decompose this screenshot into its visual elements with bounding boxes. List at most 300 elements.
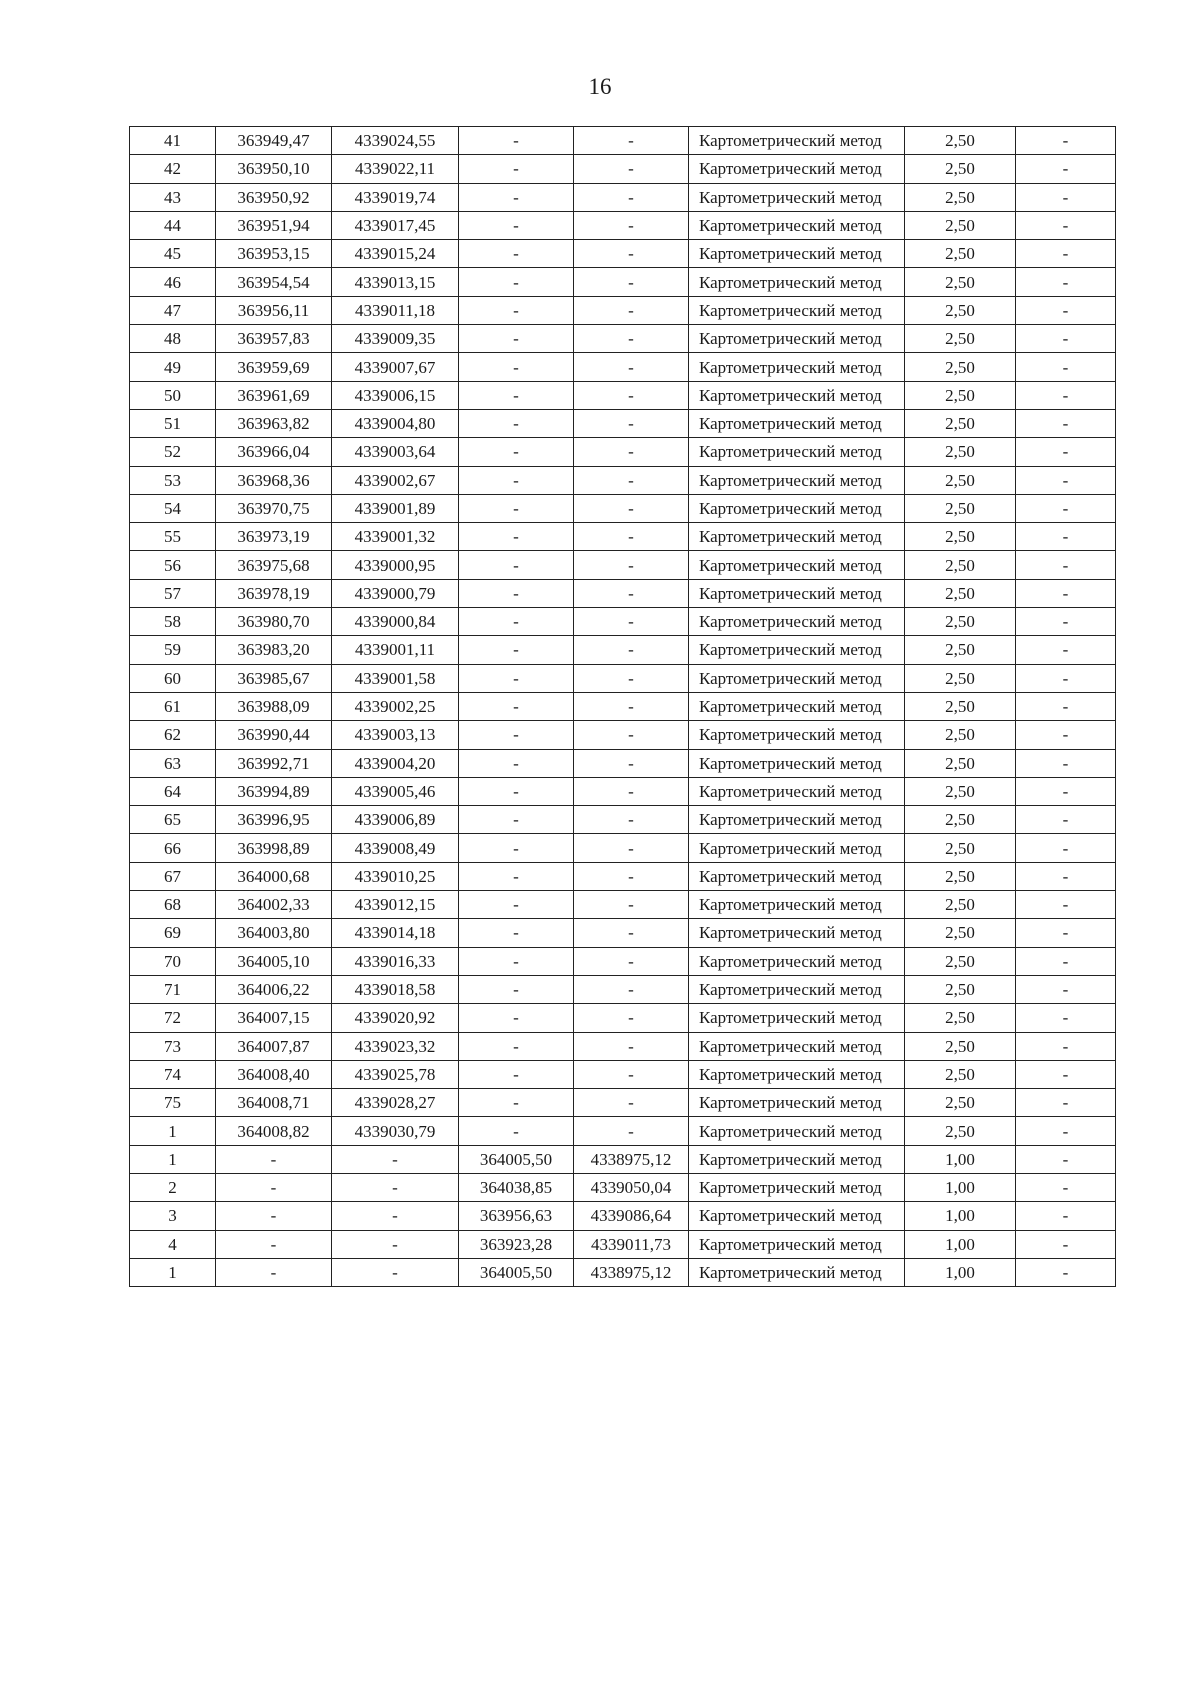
note-cell: - bbox=[1016, 494, 1116, 522]
note-cell: - bbox=[1016, 1060, 1116, 1088]
x-new-cell: - bbox=[459, 891, 574, 919]
note-cell: - bbox=[1016, 608, 1116, 636]
point-number-cell: 56 bbox=[130, 551, 216, 579]
y-new-cell: 4339086,64 bbox=[574, 1202, 689, 1230]
point-number-cell: 1 bbox=[130, 1117, 216, 1145]
y-existing-cell: 4339016,33 bbox=[332, 947, 459, 975]
table-row bbox=[130, 1230, 1116, 1258]
method-cell: Картометрический метод bbox=[689, 692, 905, 720]
x-new-cell: - bbox=[459, 1060, 574, 1088]
method-cell: Картометрический метод bbox=[689, 1004, 905, 1032]
y-new-cell: - bbox=[574, 183, 689, 211]
y-new-cell: - bbox=[574, 579, 689, 607]
point-number-cell: 62 bbox=[130, 721, 216, 749]
x-existing-cell: 363973,19 bbox=[216, 523, 332, 551]
y-existing-cell: 4339020,92 bbox=[332, 1004, 459, 1032]
table-row bbox=[130, 438, 1116, 466]
x-existing-cell: 363985,67 bbox=[216, 664, 332, 692]
x-new-cell: - bbox=[459, 523, 574, 551]
method-cell: Картометрический метод bbox=[689, 721, 905, 749]
x-existing-cell: 363988,09 bbox=[216, 692, 332, 720]
x-new-cell: 364038,85 bbox=[459, 1173, 574, 1201]
accuracy-cell: 2,50 bbox=[905, 1117, 1016, 1145]
point-number-cell: 61 bbox=[130, 692, 216, 720]
note-cell: - bbox=[1016, 1258, 1116, 1286]
method-cell: Картометрический метод bbox=[689, 975, 905, 1003]
x-existing-cell: 364008,40 bbox=[216, 1060, 332, 1088]
y-new-cell: - bbox=[574, 353, 689, 381]
point-number-cell: 55 bbox=[130, 523, 216, 551]
accuracy-cell: 2,50 bbox=[905, 636, 1016, 664]
note-cell: - bbox=[1016, 353, 1116, 381]
accuracy-cell: 2,50 bbox=[905, 494, 1016, 522]
point-number-cell: 64 bbox=[130, 777, 216, 805]
table-row bbox=[130, 268, 1116, 296]
table-row bbox=[130, 636, 1116, 664]
accuracy-cell: 1,00 bbox=[905, 1173, 1016, 1201]
method-cell: Картометрический метод bbox=[689, 1173, 905, 1201]
y-existing-cell: - bbox=[332, 1173, 459, 1201]
note-cell: - bbox=[1016, 1173, 1116, 1201]
accuracy-cell: 2,50 bbox=[905, 523, 1016, 551]
table-row bbox=[130, 240, 1116, 268]
method-cell: Картометрический метод bbox=[689, 494, 905, 522]
x-new-cell: - bbox=[459, 268, 574, 296]
table-row bbox=[130, 806, 1116, 834]
note-cell: - bbox=[1016, 636, 1116, 664]
method-cell: Картометрический метод bbox=[689, 127, 905, 155]
y-new-cell: - bbox=[574, 1060, 689, 1088]
y-existing-cell: 4339025,78 bbox=[332, 1060, 459, 1088]
x-new-cell: - bbox=[459, 127, 574, 155]
x-existing-cell: 364005,10 bbox=[216, 947, 332, 975]
table-row bbox=[130, 296, 1116, 324]
x-existing-cell: 363959,69 bbox=[216, 353, 332, 381]
x-existing-cell: 363970,75 bbox=[216, 494, 332, 522]
x-new-cell: - bbox=[459, 240, 574, 268]
x-new-cell: - bbox=[459, 692, 574, 720]
y-existing-cell: 4339012,15 bbox=[332, 891, 459, 919]
table-row bbox=[130, 1117, 1116, 1145]
table-row bbox=[130, 749, 1116, 777]
table-row bbox=[130, 1004, 1116, 1032]
method-cell: Картометрический метод bbox=[689, 1145, 905, 1173]
y-new-cell: - bbox=[574, 1032, 689, 1060]
point-number-cell: 50 bbox=[130, 381, 216, 409]
point-number-cell: 45 bbox=[130, 240, 216, 268]
table-row bbox=[130, 891, 1116, 919]
y-new-cell: - bbox=[574, 919, 689, 947]
x-existing-cell: 363963,82 bbox=[216, 409, 332, 437]
x-existing-cell: 363950,92 bbox=[216, 183, 332, 211]
accuracy-cell: 2,50 bbox=[905, 862, 1016, 890]
y-existing-cell: 4339023,32 bbox=[332, 1032, 459, 1060]
accuracy-cell: 2,50 bbox=[905, 806, 1016, 834]
y-new-cell: - bbox=[574, 975, 689, 1003]
y-new-cell: - bbox=[574, 834, 689, 862]
method-cell: Картометрический метод bbox=[689, 155, 905, 183]
accuracy-cell: 2,50 bbox=[905, 891, 1016, 919]
x-existing-cell: 363994,89 bbox=[216, 777, 332, 805]
x-existing-cell: - bbox=[216, 1202, 332, 1230]
point-number-cell: 49 bbox=[130, 353, 216, 381]
point-number-cell: 54 bbox=[130, 494, 216, 522]
table-row bbox=[130, 409, 1116, 437]
method-cell: Картометрический метод bbox=[689, 211, 905, 239]
x-existing-cell: - bbox=[216, 1258, 332, 1286]
accuracy-cell: 2,50 bbox=[905, 834, 1016, 862]
y-new-cell: - bbox=[574, 381, 689, 409]
method-cell: Картометрический метод bbox=[689, 862, 905, 890]
method-cell: Картометрический метод bbox=[689, 1258, 905, 1286]
table-row bbox=[130, 834, 1116, 862]
y-new-cell: - bbox=[574, 240, 689, 268]
accuracy-cell: 2,50 bbox=[905, 947, 1016, 975]
x-existing-cell: 363950,10 bbox=[216, 155, 332, 183]
note-cell: - bbox=[1016, 551, 1116, 579]
accuracy-cell: 2,50 bbox=[905, 183, 1016, 211]
y-existing-cell: 4339018,58 bbox=[332, 975, 459, 1003]
y-existing-cell: 4339028,27 bbox=[332, 1089, 459, 1117]
note-cell: - bbox=[1016, 183, 1116, 211]
note-cell: - bbox=[1016, 240, 1116, 268]
x-existing-cell: 363957,83 bbox=[216, 325, 332, 353]
table-row bbox=[130, 466, 1116, 494]
x-existing-cell: 363978,19 bbox=[216, 579, 332, 607]
table-row bbox=[130, 1145, 1116, 1173]
y-new-cell: - bbox=[574, 749, 689, 777]
x-existing-cell: 364007,15 bbox=[216, 1004, 332, 1032]
table-row bbox=[130, 579, 1116, 607]
method-cell: Картометрический метод bbox=[689, 466, 905, 494]
x-new-cell: - bbox=[459, 183, 574, 211]
note-cell: - bbox=[1016, 268, 1116, 296]
note-cell: - bbox=[1016, 749, 1116, 777]
table-row bbox=[130, 777, 1116, 805]
table-row bbox=[130, 127, 1116, 155]
y-existing-cell: 4339004,80 bbox=[332, 409, 459, 437]
y-new-cell: - bbox=[574, 523, 689, 551]
point-number-cell: 42 bbox=[130, 155, 216, 183]
y-existing-cell: - bbox=[332, 1145, 459, 1173]
x-existing-cell: 364008,71 bbox=[216, 1089, 332, 1117]
note-cell: - bbox=[1016, 1004, 1116, 1032]
method-cell: Картометрический метод bbox=[689, 891, 905, 919]
x-new-cell: - bbox=[459, 353, 574, 381]
accuracy-cell: 2,50 bbox=[905, 721, 1016, 749]
x-existing-cell: 363953,15 bbox=[216, 240, 332, 268]
note-cell: - bbox=[1016, 947, 1116, 975]
point-number-cell: 2 bbox=[130, 1173, 216, 1201]
point-number-cell: 47 bbox=[130, 296, 216, 324]
x-new-cell: - bbox=[459, 1004, 574, 1032]
point-number-cell: 67 bbox=[130, 862, 216, 890]
table-row bbox=[130, 523, 1116, 551]
table-row bbox=[130, 1032, 1116, 1060]
point-number-cell: 46 bbox=[130, 268, 216, 296]
x-existing-cell: 364008,82 bbox=[216, 1117, 332, 1145]
x-new-cell: - bbox=[459, 1032, 574, 1060]
y-new-cell: - bbox=[574, 268, 689, 296]
y-existing-cell: 4339001,11 bbox=[332, 636, 459, 664]
y-new-cell: - bbox=[574, 947, 689, 975]
point-number-cell: 57 bbox=[130, 579, 216, 607]
y-existing-cell: 4339011,18 bbox=[332, 296, 459, 324]
table-row bbox=[130, 211, 1116, 239]
table-row bbox=[130, 608, 1116, 636]
note-cell: - bbox=[1016, 523, 1116, 551]
x-existing-cell: 363951,94 bbox=[216, 211, 332, 239]
accuracy-cell: 2,50 bbox=[905, 409, 1016, 437]
x-existing-cell: 364003,80 bbox=[216, 919, 332, 947]
y-existing-cell: 4339002,25 bbox=[332, 692, 459, 720]
x-new-cell: 364005,50 bbox=[459, 1145, 574, 1173]
y-existing-cell: 4339003,13 bbox=[332, 721, 459, 749]
y-new-cell: - bbox=[574, 636, 689, 664]
point-number-cell: 68 bbox=[130, 891, 216, 919]
y-new-cell: - bbox=[574, 494, 689, 522]
x-new-cell: - bbox=[459, 1089, 574, 1117]
x-new-cell: - bbox=[459, 579, 574, 607]
accuracy-cell: 1,00 bbox=[905, 1145, 1016, 1173]
x-new-cell: - bbox=[459, 664, 574, 692]
accuracy-cell: 2,50 bbox=[905, 268, 1016, 296]
note-cell: - bbox=[1016, 834, 1116, 862]
table-row bbox=[130, 155, 1116, 183]
y-new-cell: - bbox=[574, 155, 689, 183]
method-cell: Картометрический метод bbox=[689, 777, 905, 805]
table-row bbox=[130, 862, 1116, 890]
table-row bbox=[130, 381, 1116, 409]
method-cell: Картометрический метод bbox=[689, 409, 905, 437]
x-new-cell: - bbox=[459, 296, 574, 324]
table-row bbox=[130, 551, 1116, 579]
point-number-cell: 74 bbox=[130, 1060, 216, 1088]
y-existing-cell: 4339015,24 bbox=[332, 240, 459, 268]
accuracy-cell: 1,00 bbox=[905, 1202, 1016, 1230]
method-cell: Картометрический метод bbox=[689, 947, 905, 975]
y-new-cell: - bbox=[574, 211, 689, 239]
accuracy-cell: 2,50 bbox=[905, 777, 1016, 805]
accuracy-cell: 2,50 bbox=[905, 438, 1016, 466]
method-cell: Картометрический метод bbox=[689, 608, 905, 636]
x-new-cell: 363956,63 bbox=[459, 1202, 574, 1230]
x-existing-cell: - bbox=[216, 1145, 332, 1173]
x-new-cell: - bbox=[459, 749, 574, 777]
y-new-cell: 4339011,73 bbox=[574, 1230, 689, 1258]
method-cell: Картометрический метод bbox=[689, 523, 905, 551]
point-number-cell: 71 bbox=[130, 975, 216, 1003]
point-number-cell: 66 bbox=[130, 834, 216, 862]
note-cell: - bbox=[1016, 919, 1116, 947]
table-row bbox=[130, 1202, 1116, 1230]
note-cell: - bbox=[1016, 806, 1116, 834]
y-new-cell: - bbox=[574, 438, 689, 466]
method-cell: Картометрический метод bbox=[689, 268, 905, 296]
note-cell: - bbox=[1016, 466, 1116, 494]
y-new-cell: 4338975,12 bbox=[574, 1145, 689, 1173]
x-new-cell: - bbox=[459, 636, 574, 664]
note-cell: - bbox=[1016, 975, 1116, 1003]
y-new-cell: - bbox=[574, 127, 689, 155]
method-cell: Картометрический метод bbox=[689, 1117, 905, 1145]
table-row bbox=[130, 494, 1116, 522]
x-existing-cell: 363956,11 bbox=[216, 296, 332, 324]
y-new-cell: - bbox=[574, 721, 689, 749]
method-cell: Картометрический метод bbox=[689, 1230, 905, 1258]
point-number-cell: 58 bbox=[130, 608, 216, 636]
note-cell: - bbox=[1016, 664, 1116, 692]
y-new-cell: - bbox=[574, 692, 689, 720]
point-number-cell: 4 bbox=[130, 1230, 216, 1258]
method-cell: Картометрический метод bbox=[689, 183, 905, 211]
y-new-cell: - bbox=[574, 608, 689, 636]
note-cell: - bbox=[1016, 1089, 1116, 1117]
y-existing-cell: - bbox=[332, 1230, 459, 1258]
x-existing-cell: 364006,22 bbox=[216, 975, 332, 1003]
point-number-cell: 53 bbox=[130, 466, 216, 494]
x-new-cell: - bbox=[459, 608, 574, 636]
x-existing-cell: - bbox=[216, 1173, 332, 1201]
method-cell: Картометрический метод bbox=[689, 806, 905, 834]
point-number-cell: 43 bbox=[130, 183, 216, 211]
x-new-cell: - bbox=[459, 494, 574, 522]
point-number-cell: 41 bbox=[130, 127, 216, 155]
x-existing-cell: 364000,68 bbox=[216, 862, 332, 890]
method-cell: Картометрический метод bbox=[689, 749, 905, 777]
y-new-cell: - bbox=[574, 1117, 689, 1145]
y-existing-cell: 4339013,15 bbox=[332, 268, 459, 296]
accuracy-cell: 2,50 bbox=[905, 155, 1016, 183]
x-existing-cell: 363998,89 bbox=[216, 834, 332, 862]
method-cell: Картометрический метод bbox=[689, 438, 905, 466]
accuracy-cell: 2,50 bbox=[905, 325, 1016, 353]
x-existing-cell: 363966,04 bbox=[216, 438, 332, 466]
method-cell: Картометрический метод bbox=[689, 1089, 905, 1117]
table-row bbox=[130, 353, 1116, 381]
x-new-cell: - bbox=[459, 325, 574, 353]
y-existing-cell: 4339014,18 bbox=[332, 919, 459, 947]
y-new-cell: - bbox=[574, 1089, 689, 1117]
method-cell: Картометрический метод bbox=[689, 919, 905, 947]
coordinates-table bbox=[129, 126, 1116, 1287]
y-existing-cell: 4339010,25 bbox=[332, 862, 459, 890]
x-new-cell: - bbox=[459, 551, 574, 579]
y-new-cell: - bbox=[574, 777, 689, 805]
y-new-cell: - bbox=[574, 891, 689, 919]
x-new-cell: 363923,28 bbox=[459, 1230, 574, 1258]
y-existing-cell: 4339000,79 bbox=[332, 579, 459, 607]
x-new-cell: - bbox=[459, 211, 574, 239]
x-existing-cell: 363975,68 bbox=[216, 551, 332, 579]
y-existing-cell: 4339001,89 bbox=[332, 494, 459, 522]
table-row bbox=[130, 692, 1116, 720]
y-new-cell: - bbox=[574, 296, 689, 324]
x-new-cell: - bbox=[459, 947, 574, 975]
y-new-cell: - bbox=[574, 409, 689, 437]
x-existing-cell: - bbox=[216, 1230, 332, 1258]
point-number-cell: 73 bbox=[130, 1032, 216, 1060]
y-existing-cell: 4339003,64 bbox=[332, 438, 459, 466]
accuracy-cell: 2,50 bbox=[905, 579, 1016, 607]
point-number-cell: 63 bbox=[130, 749, 216, 777]
y-existing-cell: 4339017,45 bbox=[332, 211, 459, 239]
point-number-cell: 1 bbox=[130, 1258, 216, 1286]
method-cell: Картометрический метод bbox=[689, 240, 905, 268]
y-existing-cell: 4339022,11 bbox=[332, 155, 459, 183]
y-new-cell: - bbox=[574, 325, 689, 353]
x-new-cell: - bbox=[459, 777, 574, 805]
point-number-cell: 1 bbox=[130, 1145, 216, 1173]
x-new-cell: - bbox=[459, 1117, 574, 1145]
method-cell: Картометрический метод bbox=[689, 834, 905, 862]
y-existing-cell: 4339000,84 bbox=[332, 608, 459, 636]
accuracy-cell: 2,50 bbox=[905, 353, 1016, 381]
x-new-cell: - bbox=[459, 438, 574, 466]
y-existing-cell: 4339030,79 bbox=[332, 1117, 459, 1145]
note-cell: - bbox=[1016, 381, 1116, 409]
accuracy-cell: 2,50 bbox=[905, 975, 1016, 1003]
method-cell: Картометрический метод bbox=[689, 579, 905, 607]
x-existing-cell: 363996,95 bbox=[216, 806, 332, 834]
table-row bbox=[130, 721, 1116, 749]
accuracy-cell: 2,50 bbox=[905, 127, 1016, 155]
note-cell: - bbox=[1016, 1117, 1116, 1145]
note-cell: - bbox=[1016, 1202, 1116, 1230]
accuracy-cell: 2,50 bbox=[905, 296, 1016, 324]
x-new-cell: - bbox=[459, 155, 574, 183]
point-number-cell: 51 bbox=[130, 409, 216, 437]
x-existing-cell: 363980,70 bbox=[216, 608, 332, 636]
point-number-cell: 44 bbox=[130, 211, 216, 239]
x-existing-cell: 363961,69 bbox=[216, 381, 332, 409]
accuracy-cell: 2,50 bbox=[905, 608, 1016, 636]
point-number-cell: 52 bbox=[130, 438, 216, 466]
method-cell: Картометрический метод bbox=[689, 381, 905, 409]
note-cell: - bbox=[1016, 155, 1116, 183]
note-cell: - bbox=[1016, 1145, 1116, 1173]
method-cell: Картометрический метод bbox=[689, 325, 905, 353]
y-new-cell: 4339050,04 bbox=[574, 1173, 689, 1201]
accuracy-cell: 2,50 bbox=[905, 692, 1016, 720]
accuracy-cell: 2,50 bbox=[905, 466, 1016, 494]
y-existing-cell: 4339008,49 bbox=[332, 834, 459, 862]
note-cell: - bbox=[1016, 1230, 1116, 1258]
accuracy-cell: 2,50 bbox=[905, 1032, 1016, 1060]
table-row bbox=[130, 947, 1116, 975]
method-cell: Картометрический метод bbox=[689, 551, 905, 579]
point-number-cell: 72 bbox=[130, 1004, 216, 1032]
y-new-cell: - bbox=[574, 551, 689, 579]
accuracy-cell: 2,50 bbox=[905, 240, 1016, 268]
table-row bbox=[130, 325, 1116, 353]
y-existing-cell: 4339000,95 bbox=[332, 551, 459, 579]
accuracy-cell: 1,00 bbox=[905, 1258, 1016, 1286]
table-row bbox=[130, 1060, 1116, 1088]
table-row bbox=[130, 1173, 1116, 1201]
x-new-cell: 364005,50 bbox=[459, 1258, 574, 1286]
method-cell: Картометрический метод bbox=[689, 353, 905, 381]
y-existing-cell: 4339006,15 bbox=[332, 381, 459, 409]
accuracy-cell: 2,50 bbox=[905, 664, 1016, 692]
accuracy-cell: 2,50 bbox=[905, 749, 1016, 777]
table-row bbox=[130, 975, 1116, 1003]
y-existing-cell: - bbox=[332, 1202, 459, 1230]
x-new-cell: - bbox=[459, 409, 574, 437]
x-new-cell: - bbox=[459, 381, 574, 409]
y-existing-cell: 4339024,55 bbox=[332, 127, 459, 155]
y-existing-cell: 4339006,89 bbox=[332, 806, 459, 834]
